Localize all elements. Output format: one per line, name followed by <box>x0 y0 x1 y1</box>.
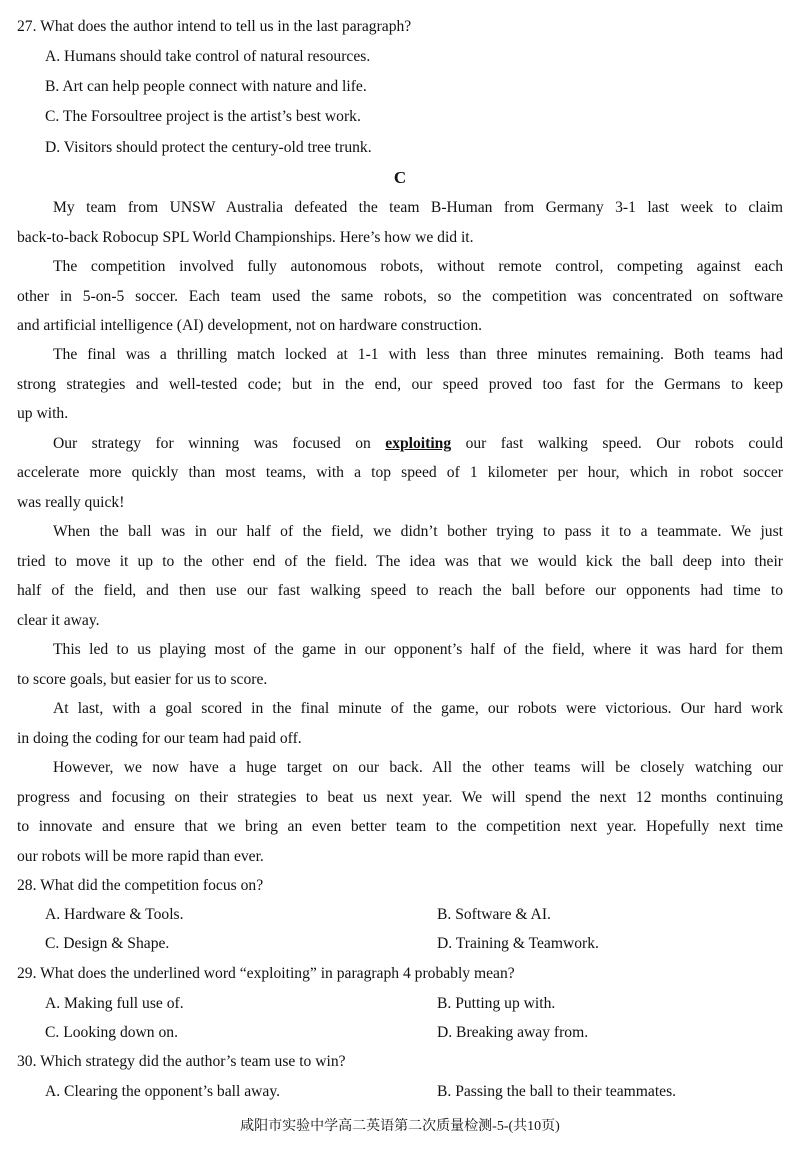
passage-line: However, we now have a huge target on our back. All the other teams will be closely watching our <box>53 759 783 776</box>
q29-option-a: A. Making full use of. <box>45 995 184 1012</box>
q28-stem: 28. What did the competition focus on? <box>17 877 264 894</box>
q28-option-a: A. Hardware & Tools. <box>45 906 184 923</box>
page-footer: 咸阳市实验中学高二英语第二次质量检测-5-(共10页) <box>240 1119 560 1134</box>
passage-line: clear it away. <box>17 612 100 629</box>
q27-option-d: D. Visitors should protect the century-old tree trunk. <box>45 139 372 156</box>
q27-option-c: C. The Forsoultree project is the artist’s best work. <box>45 108 361 125</box>
passage-line: The final was a thrilling match locked at 1-1 with less than three minutes remaining. Both teams had <box>53 346 783 363</box>
passage-line: to score goals, but easier for us to score. <box>17 671 268 688</box>
passage-line: our robots will be more rapid than ever. <box>17 848 264 865</box>
passage-line: other in 5-on-5 soccer. Each team used the same robots, so the competition was concentrated on software <box>17 288 783 305</box>
q28-option-c: C. Design & Shape. <box>45 935 170 952</box>
passage-line: back-to-back Robocup SPL World Championships. Here’s how we did it. <box>17 229 474 246</box>
q28-option-d: D. Training & Teamwork. <box>437 935 599 952</box>
passage-line: was really quick! <box>17 494 125 511</box>
passage-line: When the ball was in our half of the field, we didn’t bother trying to pass it to a teammate. We just <box>53 523 783 540</box>
q29-option-b: B. Putting up with. <box>437 995 556 1012</box>
underlined-word: exploiting <box>385 435 452 452</box>
passage-line: to innovate and ensure that we bring an even better team to the competition next year. Hopefully next time <box>17 818 783 835</box>
passage-line: This led to us playing most of the game in our opponent’s half of the field, where it was hard for them <box>53 641 783 658</box>
q27-stem: 27. What does the author intend to tell us in the last paragraph? <box>17 18 412 35</box>
passage-line: progress and focusing on their strategies to beat us next year. We will spend the next 12 months continuing <box>17 789 783 806</box>
q29-option-c: C. Looking down on. <box>45 1024 178 1041</box>
passage-line: up with. <box>17 405 69 422</box>
passage-line: strong strategies and well-tested code; but in the end, our speed proved too fast for the Germans to keep <box>17 376 783 393</box>
passage-line: half of the field, and then use our fast walking speed to reach the ball before our opponents had time to <box>17 582 783 599</box>
q27-option-a: A. Humans should take control of natural resources. <box>45 48 371 65</box>
q30-option-a: A. Clearing the opponent’s ball away. <box>45 1083 281 1100</box>
passage-text: Our strategy for winning was focused on <box>53 435 386 452</box>
q30-option-b: B. Passing the ball to their teammates. <box>437 1083 677 1100</box>
passage-line: The competition involved fully autonomous robots, without remote control, competing against each <box>53 258 783 275</box>
passage-line: in doing the coding for our team had paid off. <box>17 730 302 747</box>
passage-line: and artificial intelligence (AI) development, not on hardware construction. <box>17 317 483 334</box>
passage-text: our fast walking speed. Our robots could <box>451 435 783 452</box>
passage-line: accelerate more quickly than most teams, with a top speed of 1 kilometer per hour, which in robot soccer <box>17 464 783 481</box>
passage-line: At last, with a goal scored in the final minute of the game, our robots were victorious. Our hard work <box>53 700 783 717</box>
passage-line <box>53 434 783 454</box>
passage-line: tried to move it up to the other end of the field. The idea was that we would kick the ball deep into their <box>17 553 783 570</box>
q29-stem: 29. What does the underlined word “exploiting” in paragraph 4 probably mean? <box>17 965 515 982</box>
q30-stem: 30. Which strategy did the author’s team use to win? <box>17 1053 346 1070</box>
section-heading: C <box>393 168 407 187</box>
q28-option-b: B. Software & AI. <box>437 906 551 923</box>
passage-line: My team from UNSW Australia defeated the team B-Human from Germany 3-1 last week to claim <box>53 199 783 216</box>
q29-option-d: D. Breaking away from. <box>437 1024 589 1041</box>
q27-option-b: B. Art can help people connect with nature and life. <box>45 78 367 95</box>
